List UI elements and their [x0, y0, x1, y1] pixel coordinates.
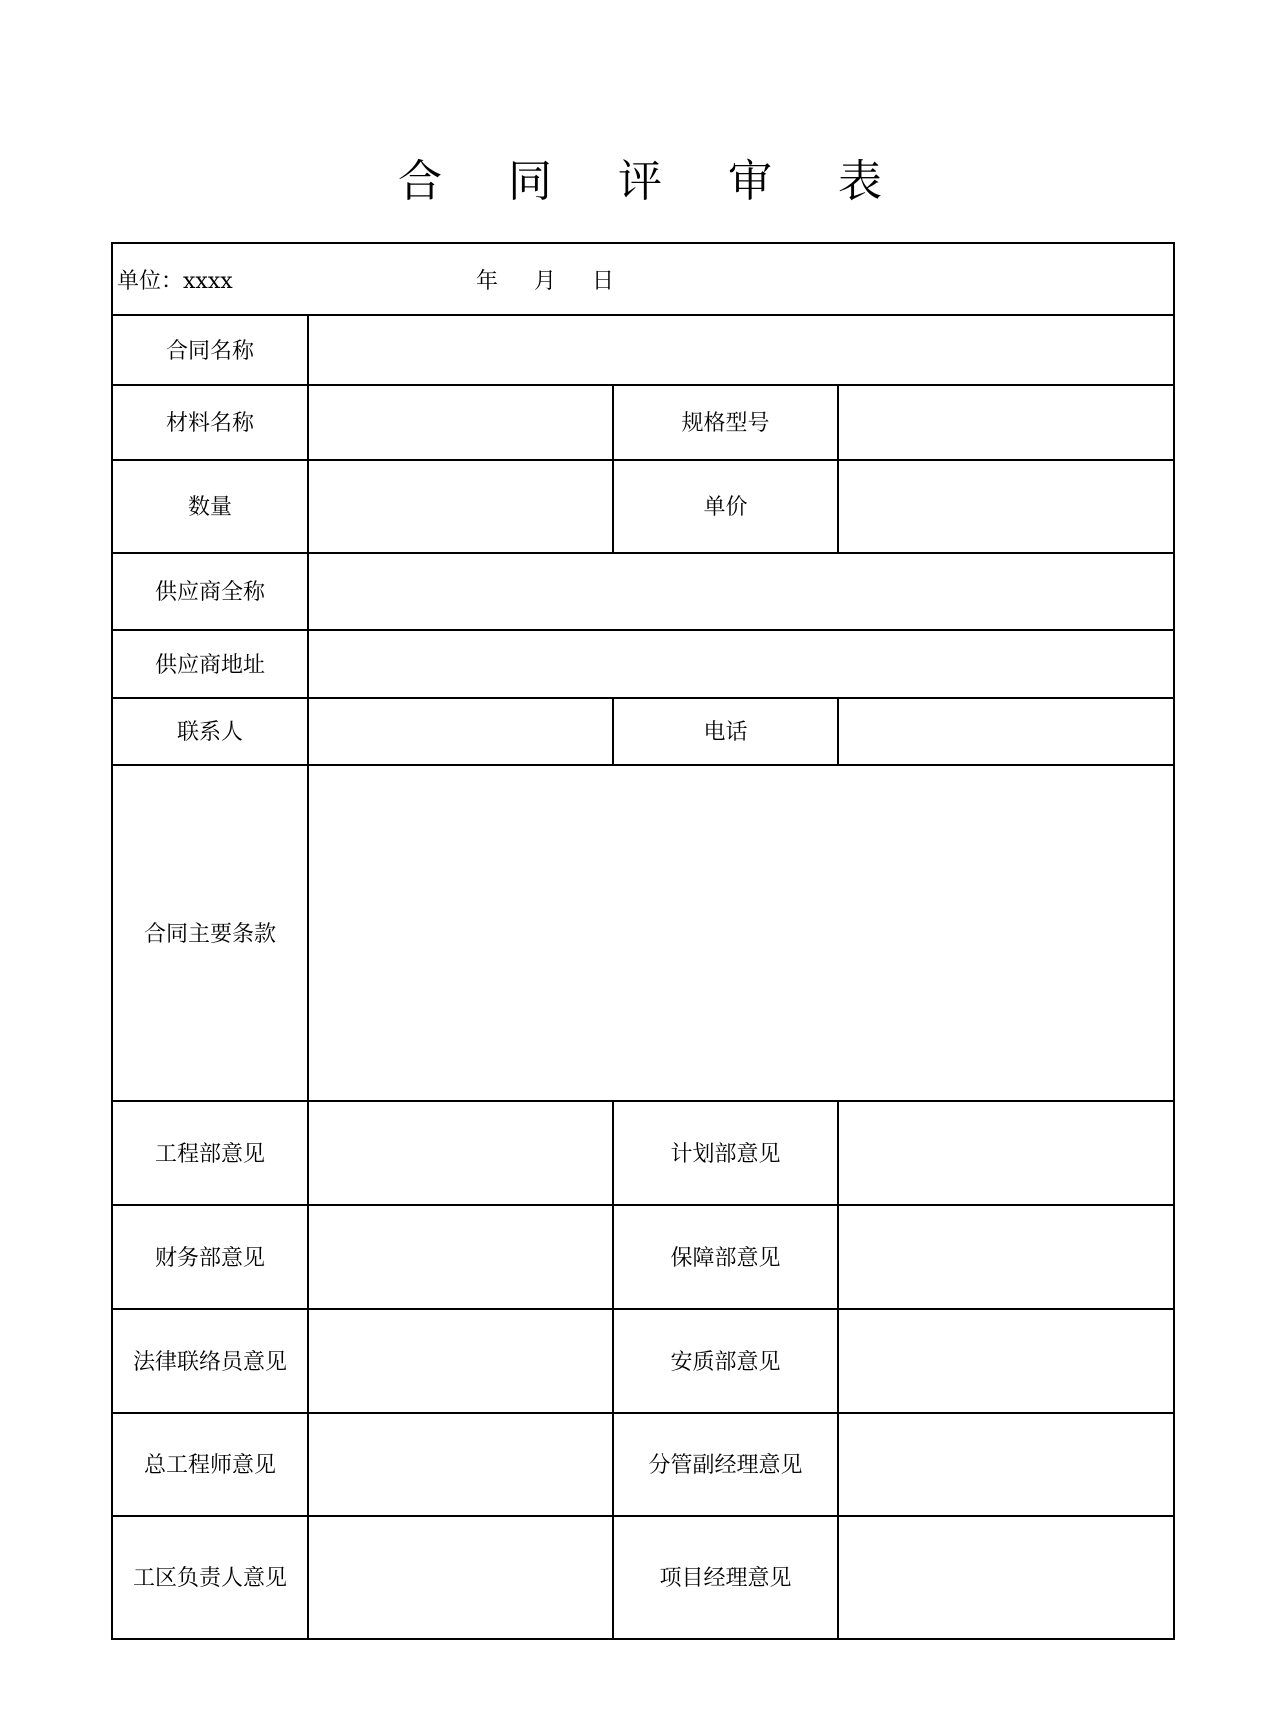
date-line	[476, 244, 650, 314]
safety-quality-dept-field[interactable]	[839, 1308, 1173, 1412]
label-spec-model: 规格型号	[681, 411, 770, 436]
unit-price-field[interactable]	[839, 459, 1173, 552]
label-deputy-manager: 分管副经理意见	[648, 1453, 803, 1478]
label-safety-quality-dept: 安质部意见	[670, 1349, 781, 1375]
label-legal-liaison: 法律联络员意见	[132, 1349, 287, 1375]
day-label: 日	[592, 268, 615, 294]
project-manager-field[interactable]	[839, 1515, 1173, 1638]
label-material-name: 材料名称	[165, 411, 254, 436]
support-dept-field[interactable]	[839, 1204, 1173, 1308]
label-contract-name: 合同名称	[165, 338, 254, 364]
chief-engineer-field[interactable]	[309, 1412, 612, 1515]
deputy-manager-field[interactable]	[839, 1412, 1173, 1515]
quantity-field[interactable]	[309, 459, 612, 552]
label-unit-price: 单价	[703, 495, 748, 520]
unit-label: 单位：xxxx	[117, 268, 233, 294]
label-chief-engineer: 总工程师意见	[143, 1453, 276, 1478]
supplier-address-field[interactable]	[309, 629, 1173, 697]
contract-review-form	[111, 242, 1175, 1640]
main-terms-field[interactable]	[309, 764, 1173, 1100]
label-work-area-head: 工区负责人意见	[132, 1566, 287, 1591]
label-supplier-address: 供应商地址	[154, 652, 265, 678]
phone-field[interactable]	[839, 697, 1173, 764]
supplier-fullname-field[interactable]	[309, 552, 1173, 629]
material-name-field[interactable]	[309, 384, 612, 459]
label-phone: 电话	[703, 720, 748, 745]
label-quantity: 数量	[187, 495, 232, 520]
page-title: 合 同 评 审 表	[398, 156, 908, 207]
finance-dept-field[interactable]	[309, 1204, 612, 1308]
legal-liaison-field[interactable]	[309, 1308, 612, 1412]
label-project-manager: 项目经理意见	[659, 1566, 792, 1591]
contact-person-field[interactable]	[309, 697, 612, 764]
engineering-dept-field[interactable]	[309, 1100, 612, 1204]
label-supplier-fullname: 供应商全称	[154, 580, 265, 605]
spec-model-field[interactable]	[839, 384, 1173, 459]
planning-dept-field[interactable]	[839, 1100, 1173, 1204]
year-label: 年	[476, 268, 499, 294]
month-label: 月	[534, 268, 557, 294]
label-finance-dept: 财务部意见	[154, 1245, 265, 1271]
contract-name-field[interactable]	[309, 314, 1173, 384]
label-planning-dept: 计划部意见	[670, 1141, 781, 1167]
label-contact-person: 联系人	[176, 720, 243, 745]
label-support-dept: 保障部意见	[670, 1245, 781, 1271]
label-engineering-dept: 工程部意见	[154, 1141, 265, 1167]
label-main-terms: 合同主要条款	[143, 921, 276, 947]
work-area-head-field[interactable]	[309, 1515, 612, 1638]
